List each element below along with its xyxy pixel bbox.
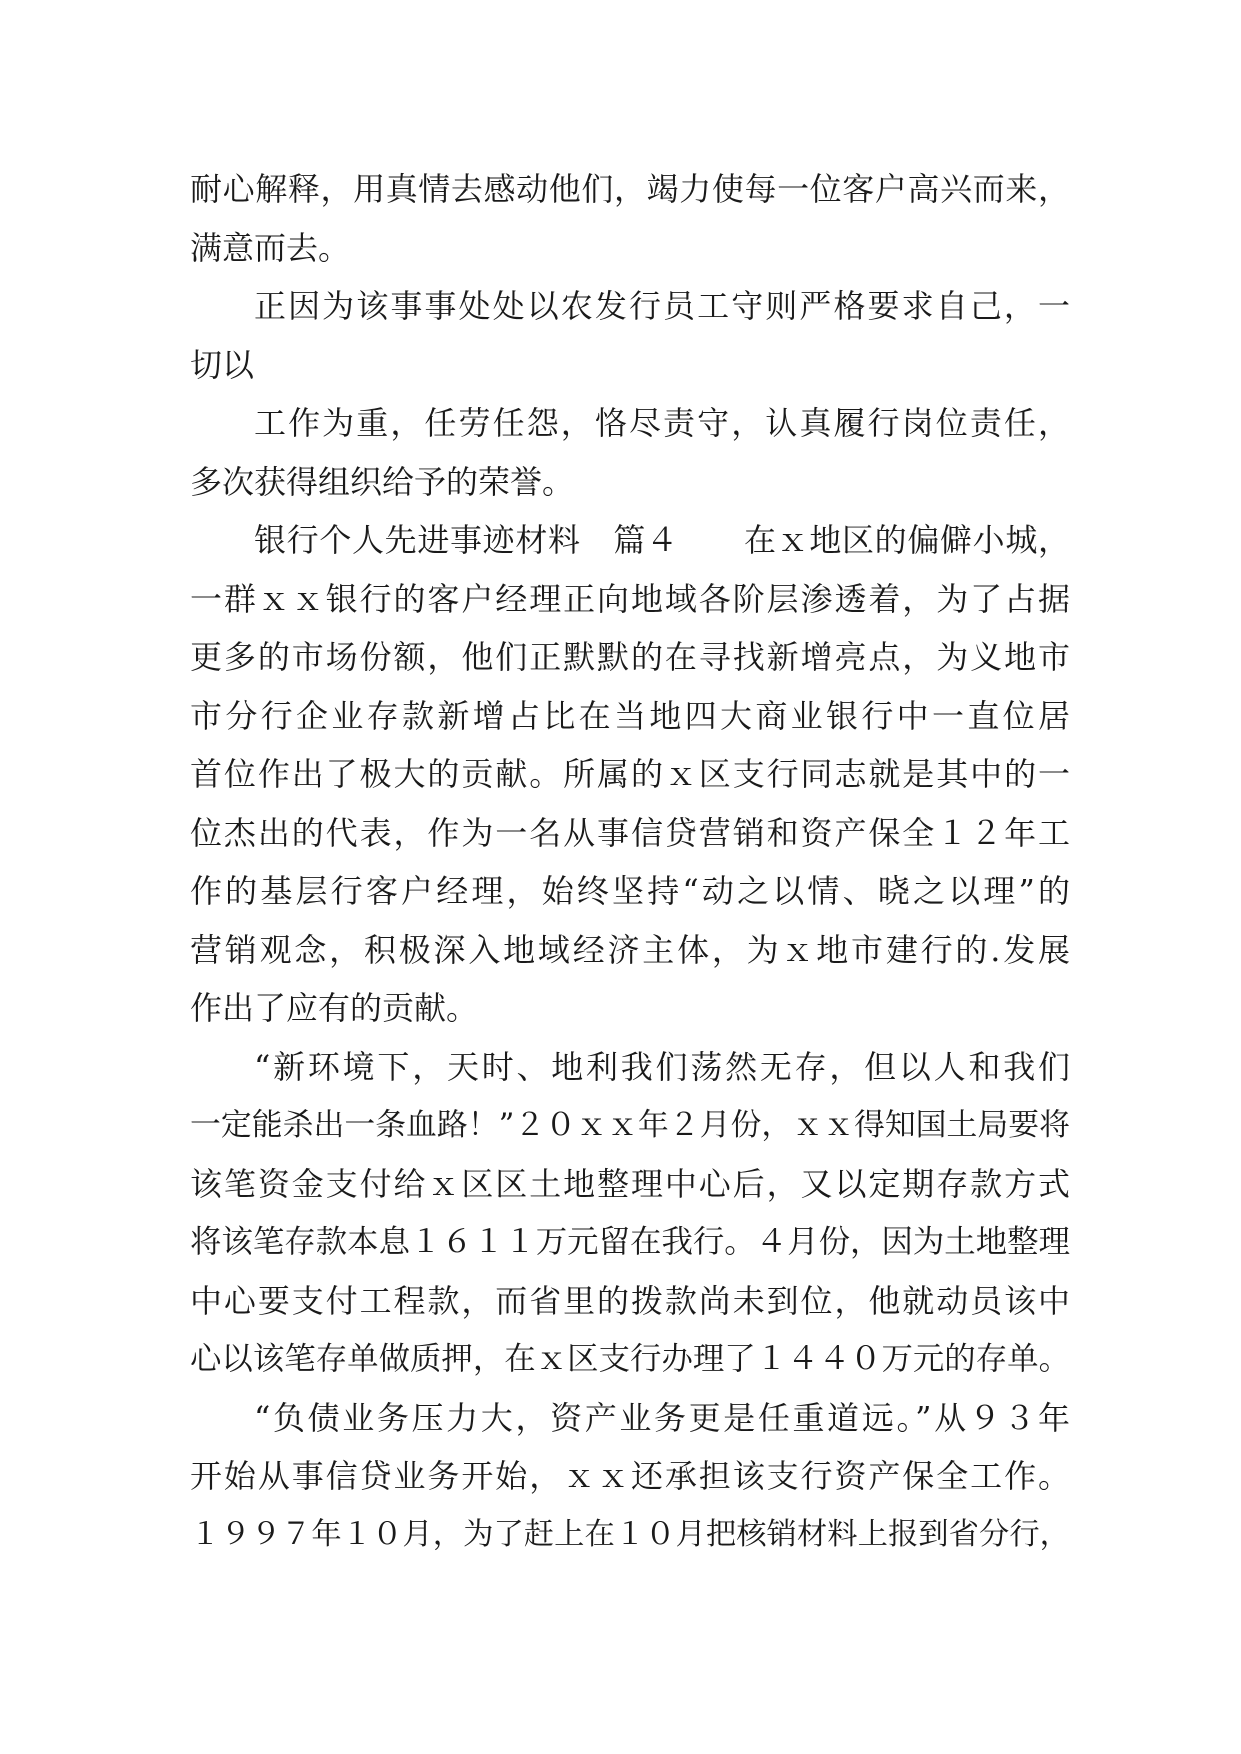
document-body: [190, 160, 1070, 1564]
text-line: 正因为该事事处处以农发行员工守则严格要求自己，一: [254, 287, 1070, 325]
text-line: 一定能杀出一条血路！”２０ｘｘ年２月份，ｘｘ得知国土局要将: [190, 1107, 1070, 1143]
text-line: 一群ｘｘ银行的客户经理正向地域各阶层渗透着，为了占据: [190, 579, 1070, 618]
text-line: １９９７年１０月，为了赶上在１０月把核销材料上报到省分行，: [190, 1516, 1070, 1552]
text-line: 银行个人先进事迹材料 篇４ 在ｘ地区的偏僻小城，: [254, 521, 1070, 559]
text-line: 开始从事信贷业务开始，ｘｘ还承担该支行资产保全工作。: [190, 1457, 1070, 1495]
text-line: “负债业务压力大，资产业务更是任重道远。”从９３年: [254, 1398, 1070, 1437]
text-line: 心以该笔存单做质押，在ｘ区支行办理了１４４０万元的存单。: [190, 1341, 1070, 1377]
text-line: 位杰出的代表，作为一名从事信贷营销和资产保全１２年工: [190, 813, 1070, 852]
text-line: 将该笔存款本息１６１１万元留在我行。４月份，因为土地整理: [190, 1224, 1070, 1260]
text-line: 市分行企业存款新增占比在当地四大商业银行中一直位居: [190, 696, 1070, 735]
text-line: 作出了应有的贡献。: [190, 989, 479, 1027]
text-line: 工作为重，任劳任怨，恪尽责守，认真履行岗位责任，: [254, 404, 1070, 442]
text-line: “新环境下，天时、地利我们荡然无存，但以人和我们: [254, 1047, 1070, 1086]
text-line: 更多的市场份额，他们正默默的在寻找新增亮点，为义地市: [190, 638, 1070, 676]
text-line: 该笔资金支付给ｘ区区土地整理中心后，又以定期存款方式: [190, 1164, 1070, 1203]
text-line: 中心要支付工程款，而省里的拨款尚未到位，他就动员该中: [190, 1281, 1070, 1320]
text-line: 首位作出了极大的贡献。所属的ｘ区支行同志就是其中的一: [190, 755, 1070, 793]
text-line: 多次获得组织给予的荣誉。: [190, 462, 575, 501]
text-line: 切以: [190, 345, 255, 384]
text-line: 耐心解释，用真情去感动他们，竭力使每一位客户高兴而来，: [190, 170, 1070, 208]
text-line: 满意而去。: [190, 228, 351, 267]
text-line: 作的基层行客户经理，始终坚持“动之以情、晓之以理”的: [190, 872, 1070, 910]
text-line: 营销观念，积极深入地域经济主体，为ｘ地市建行的.发展: [190, 930, 1070, 969]
